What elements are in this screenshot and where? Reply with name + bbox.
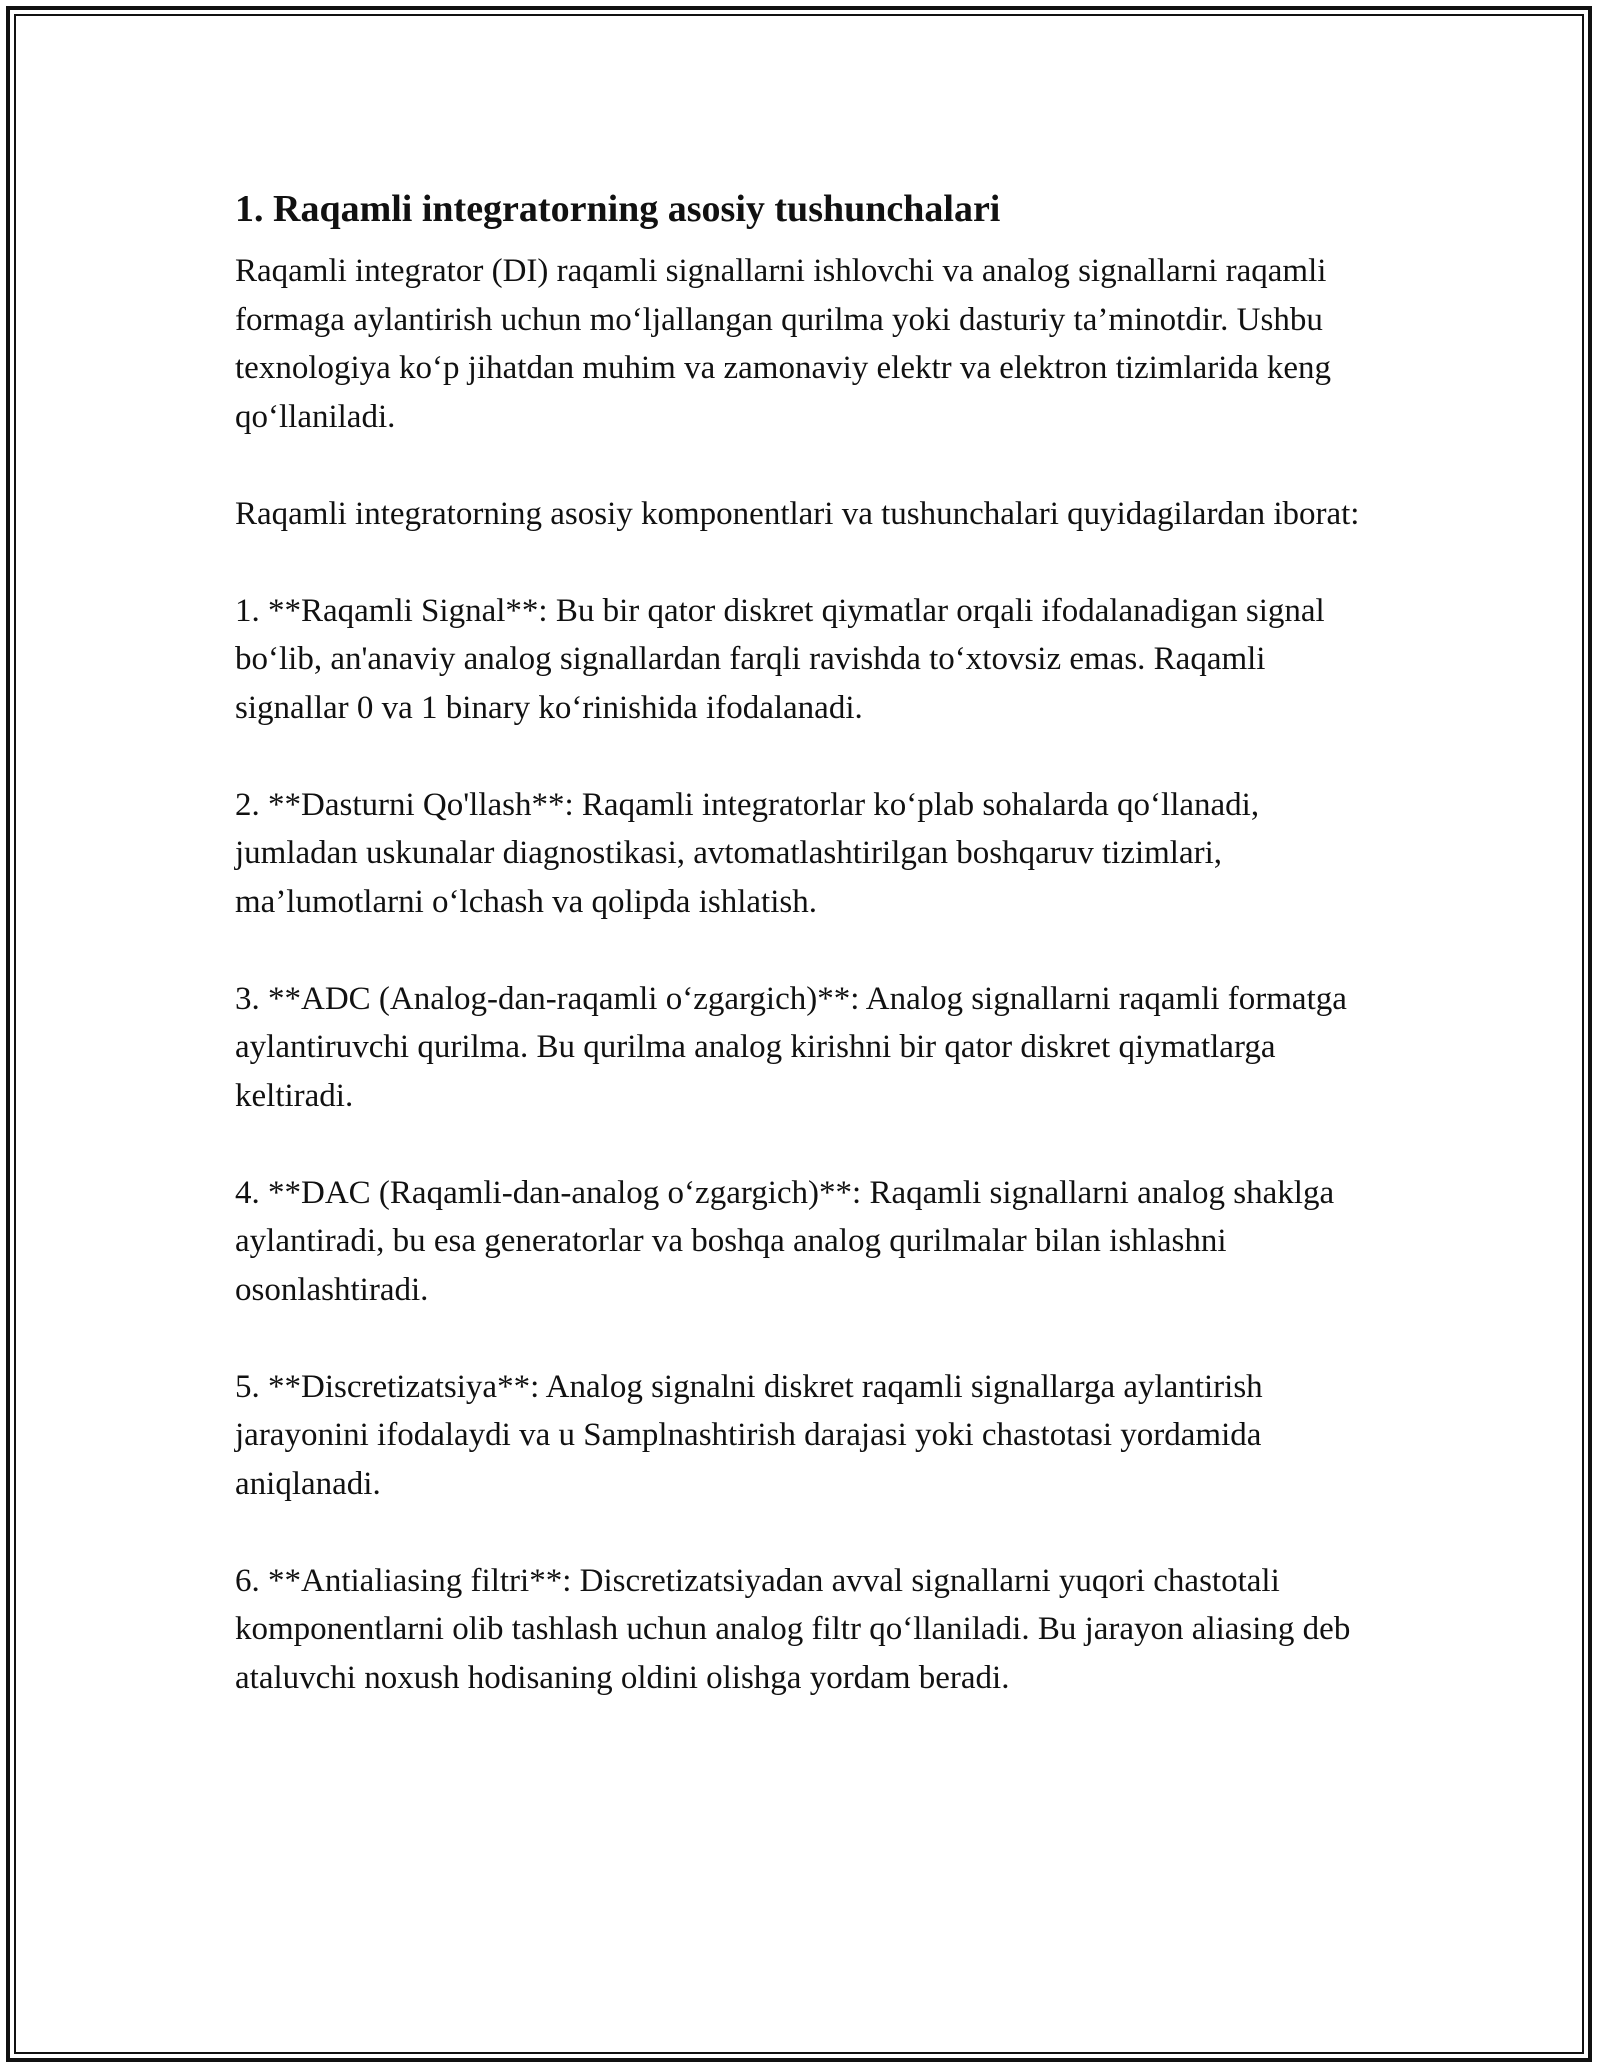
list-item-adc: 3. **ADC (Analog-dan-raqamli o‘zgargich)**: Analog signallarni raqamli formatga aylantiruvchi qurilma. Bu qurilma analog kirishni bir qator diskret qiymatlarga keltiradi. <box>235 980 1347 1114</box>
paragraph-intro: Raqamli integrator (DI) raqamli signallarni ishlovchi va analog signallarni raqamli formaga aylantirish uchun mo‘ljallangan qurilma yoki dasturiy ta’minotdir. Ushbu texnologiya ko‘p jihatdan muhim va zamonaviy elektr va elektron tizimlarida keng qo‘llaniladi. <box>235 253 1331 435</box>
list-item-discretizatsiya: 5. **Discretizatsiya**: Analog signalni diskret raqamli signallarga aylantirish jarayonini ifodalaydi va u Samplnashtirish darajasi yoki chastotasi yordamida aniqlanadi. <box>235 1368 1263 1502</box>
list-item-dac: 4. **DAC (Raqamli-dan-analog o‘zgargich)**: Raqamli signallarni analog shaklga aylantiradi, bu esa generatorlar va boshqa analog qurilmalar bilan ishlashni osonlashtiradi. <box>235 1174 1335 1308</box>
document-body <box>235 185 1385 1751</box>
section-heading: 1. Raqamli integratorning asosiy tushunchalari <box>235 188 1001 230</box>
paragraph-components-lead: Raqamli integratorning asosiy komponentlari va tushunchalari quyidagilardan iborat: <box>235 495 1360 532</box>
list-item-dasturni-qollash: 2. **Dasturni Qo'llash**: Raqamli integratorlar ko‘plab sohalarda qo‘llanadi, jumladan uskunalar diagnostikasi, avtomatlashtirilgan boshqaruv tizimlari, ma’lumotlarni o‘lchash va qolipda ishlatish. <box>235 786 1260 920</box>
list-item-raqamli-signal: 1. **Raqamli Signal**: Bu bir qator diskret qiymatlar orqali ifodalanadigan signal bo‘lib, an'anaviy analog signallardan farqli ravishda to‘xtovsiz emas. Raqamli signallar 0 va 1 binary ko‘rinishida ifodalanadi. <box>235 592 1325 726</box>
list-item-antialiasing-filtri: 6. **Antialiasing filtri**: Discretizatsiyadan avval signallarni yuqori chastotali komponentlarni olib tashlash uchun analog filtr qo‘llaniladi. Bu jarayon aliasing deb ataluvchi noxush hodisaning oldini olishga yordam beradi. <box>235 1562 1351 1696</box>
